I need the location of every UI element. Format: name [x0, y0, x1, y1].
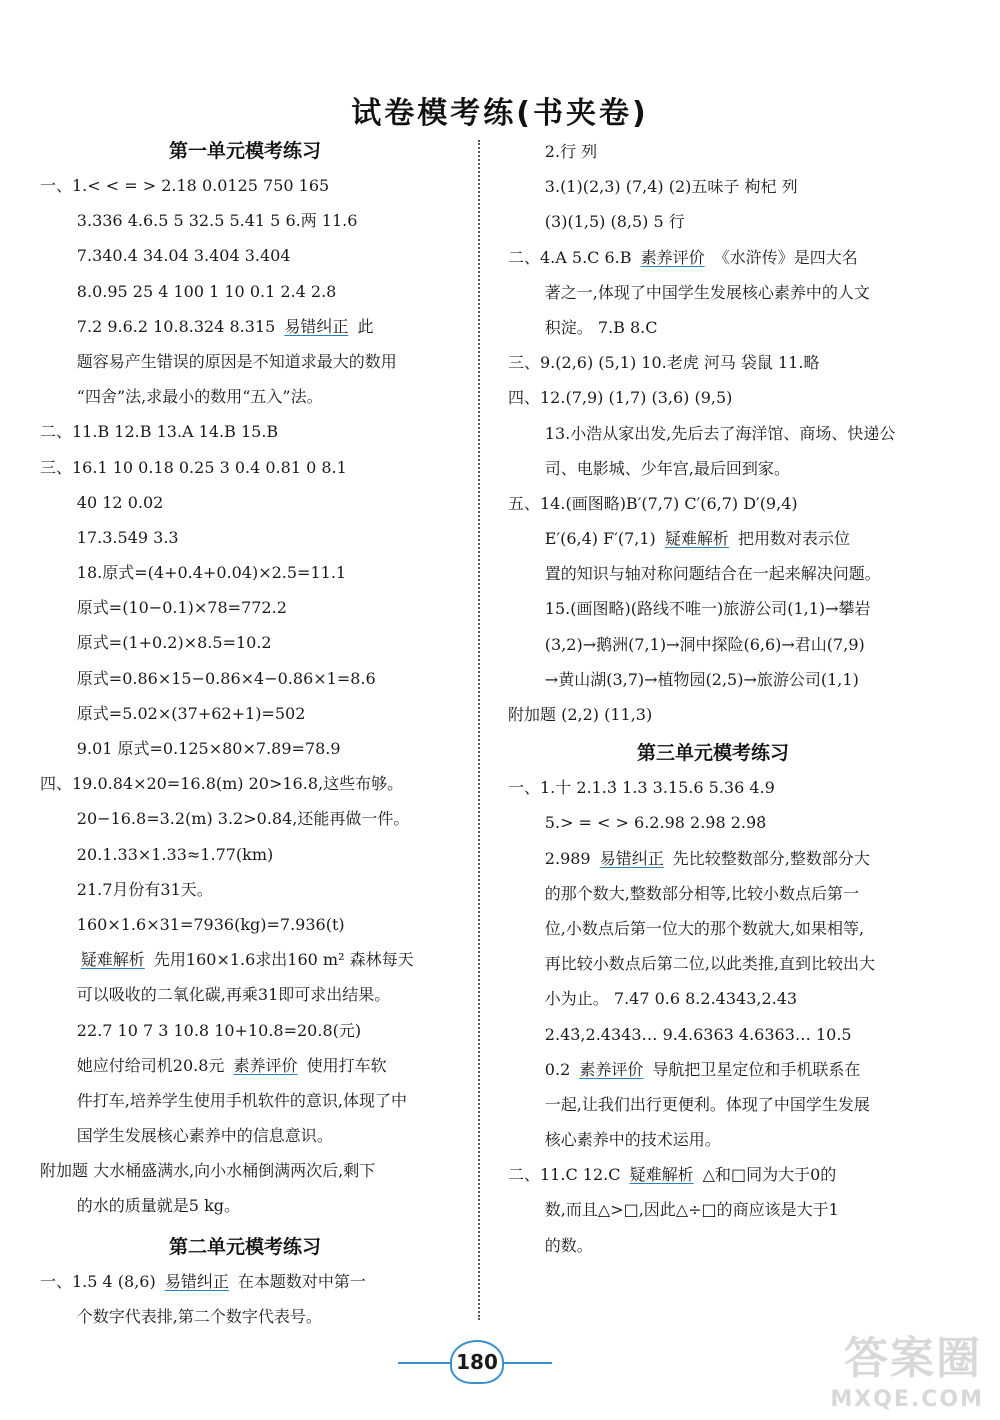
left-column	[40, 134, 450, 1334]
answer-text: 20−16.8=3.2(m) 3.2>0.84,还能再做一件。	[76, 809, 410, 829]
note-tag: 素养评价	[579, 1059, 644, 1079]
watermark-text-top: 答案圈	[844, 1333, 982, 1384]
answer-text: 小为止。 7.47 0.6 8.2.4343,2.43	[544, 989, 798, 1009]
answer-text: E′(6,4) F′(7,1)	[544, 529, 661, 549]
note-tag: 易错纠正	[284, 316, 349, 336]
answer-line	[508, 1087, 918, 1122]
watermark-logo	[826, 1322, 986, 1412]
answer-line	[508, 134, 918, 169]
answer-line	[40, 414, 450, 449]
answer-line	[508, 876, 918, 911]
answer-text: 核心素养中的技术运用。	[544, 1130, 721, 1150]
answer-text: △和□同为大于0的	[697, 1165, 837, 1185]
footer-rule-left	[398, 1362, 450, 1364]
answer-text: 原式=(10−0.1)×78=772.2	[76, 598, 287, 618]
answer-line	[40, 168, 450, 203]
answer-text: 她应付给司机20.8元	[76, 1055, 230, 1075]
unit2-title: 第二单元模考练习	[168, 1235, 321, 1258]
answer-line	[508, 1192, 918, 1227]
answer-text: 3.336 4.6.5 5 32.5 5.41 5 6.两 11.6	[76, 211, 358, 231]
note-tag: 疑难解析	[629, 1165, 694, 1185]
answer-text: 18.原式=(4+0.4+0.04)×2.5=11.1	[76, 563, 347, 583]
answer-line	[508, 204, 918, 239]
unit2-answers-right	[508, 134, 918, 732]
answer-line	[40, 344, 450, 379]
answer-line	[40, 661, 450, 696]
answer-text: 原式=0.86×15−0.86×4−0.86×1=8.6	[76, 668, 376, 688]
answer-line	[40, 907, 450, 942]
answer-text: 2.43̇,2.4343… 9.4.6363 4.6363… 10.5	[544, 1024, 852, 1044]
note-tag: 易错纠正	[599, 848, 664, 868]
answer-text: 7.2 9.6.2 10.8.324 8.315	[76, 316, 281, 336]
answer-text: 一起,让我们出行更便利。体现了中国学生发展	[544, 1094, 870, 1114]
answer-text: 著之一,体现了中国学生发展核心素养中的人文	[544, 282, 870, 302]
answer-line	[508, 1017, 918, 1052]
answer-line	[40, 203, 450, 238]
answer-text: 21.7月份有31天。	[76, 879, 213, 899]
answer-line	[508, 310, 918, 345]
unit1-answers	[40, 168, 450, 1224]
answer-line	[508, 556, 918, 591]
answer-line	[40, 872, 450, 907]
answer-text: 个数字代表排,第二个数字代表号。	[76, 1306, 322, 1326]
answer-text: 一、1.十 2.1.3̇ 1.3 3.15.6 5.36 4.9	[508, 778, 775, 798]
answer-line	[508, 521, 918, 556]
answer-text: 0.2	[544, 1059, 576, 1079]
answer-text: 原式=5.02×(37+62+1)=502	[76, 703, 306, 723]
answer-text: 二、11.B 12.B 13.A 14.B 15.B	[40, 422, 279, 442]
answer-line	[40, 837, 450, 872]
answer-line	[40, 977, 450, 1012]
answer-text: 司、电影城、少年宫,最后回到家。	[544, 458, 790, 478]
answer-text: (3,2)→鹅洲(7,1)→洞中探险(6,6)→君山(7,9)	[544, 634, 865, 654]
page-title: 试卷模考练(书夹卷)	[351, 96, 649, 131]
answer-text: 把用数对表示位	[732, 529, 850, 549]
answer-text: 二、11.C 12.C	[508, 1165, 626, 1185]
answer-text: 使用打车软	[301, 1055, 387, 1075]
answer-text: 一、1.5 4 (8,6)	[40, 1271, 161, 1291]
answer-text: 2.行 列	[544, 142, 598, 161]
answer-text: 7.340.4 34.04 3.404 3.404	[76, 246, 291, 266]
answer-text: 件打车,培养学生使用手机软件的意识,体现了中	[76, 1090, 407, 1110]
answer-text: 此	[352, 316, 374, 336]
answer-line	[40, 450, 450, 485]
answer-line	[508, 946, 918, 981]
note-tag: 易错纠正	[164, 1271, 229, 1291]
answer-text: “四舍”法,求最小的数用“五入”法。	[76, 387, 323, 407]
note-tag: 疑难解析	[664, 529, 729, 549]
answer-line	[508, 911, 918, 946]
answer-text: 附加题 (2,2) (11,3)	[508, 705, 653, 724]
answer-text: 13.小浩从家出发,先后去了海洋馆、商场、快递公	[544, 423, 896, 443]
answer-text: 再比较小数点后第二位,以此类推,直到比较出大	[544, 954, 875, 974]
answer-text: 5.> = < > 6.2.98 2.9̇8 2.9̇8̇	[544, 813, 767, 833]
note-tag: 疑难解析	[80, 950, 145, 970]
answer-text: 积淀。 7.B 8.C	[544, 317, 658, 337]
watermark-text-bottom: MXQE.COM	[830, 1387, 984, 1412]
answer-line	[508, 627, 918, 662]
answer-line	[508, 841, 918, 876]
answer-line	[508, 486, 918, 521]
answer-text: 数,而且△>□,因此△÷□的商应该是大于1	[544, 1200, 839, 1220]
answer-line	[508, 240, 918, 275]
answer-text: 9.01 原式=0.125×80×7.89=78.9	[76, 739, 341, 758]
note-tag: 素养评价	[640, 247, 705, 267]
answer-text: 17.3.549 3.3	[76, 527, 179, 547]
answer-line	[508, 1228, 918, 1263]
page-number: 180	[450, 1340, 504, 1384]
answer-line	[40, 942, 450, 977]
answer-line	[40, 485, 450, 520]
answer-line	[40, 625, 450, 660]
column-divider	[478, 140, 480, 1320]
answer-line	[508, 770, 918, 805]
answer-text: 8.0.95 25 4 100 1 10 0.1 2.4 2.8	[76, 281, 337, 301]
answer-text: 先用160×1.6求出160 m² 森林每天	[148, 950, 414, 970]
answer-text: 国学生发展核心素养中的信息意识。	[76, 1126, 333, 1146]
answer-text: 三、9.(2,6) (5,1) 10.老虎 河马 袋鼠 11.略	[508, 353, 820, 373]
answer-text: 四、19.0.84×20=16.8(m) 20>16.8,这些布够。	[40, 774, 404, 794]
answer-text: 40 12 0.02	[76, 492, 164, 512]
answer-line	[508, 981, 918, 1016]
answer-line	[40, 520, 450, 555]
answer-line	[508, 451, 918, 486]
answer-line	[508, 169, 918, 204]
answer-line	[40, 238, 450, 273]
answer-line	[40, 555, 450, 590]
unit1-title: 第一单元模考练习	[168, 140, 321, 162]
answer-text: 一、1.< < = > 2.18 0.0125 750 165	[40, 176, 330, 195]
answer-line	[40, 696, 450, 731]
answer-line	[40, 1118, 450, 1153]
answer-text: 位,小数点后第一位大的那个数就大,如果相等,	[544, 918, 865, 938]
answer-text: 20.1.33×1.33≈1.77(km)	[76, 844, 274, 864]
answer-line	[40, 274, 450, 309]
answer-text: 可以吸收的二氧化碳,再乘31即可求出结果。	[76, 985, 391, 1005]
answer-line	[40, 1188, 450, 1223]
answer-line	[508, 416, 918, 451]
answer-text: 的数。	[544, 1235, 593, 1255]
answer-text: 导航把卫星定位和手机联系在	[647, 1059, 861, 1079]
answer-text: 题容易产生错误的原因是不知道求最大的数用	[76, 351, 397, 371]
answer-line	[40, 801, 450, 836]
answer-line	[508, 805, 918, 840]
answer-text: 2.989	[544, 848, 596, 868]
answer-line	[508, 380, 918, 415]
answer-text: 三、16.1 10 0.18 0.25 3 0.4 0.81 0 8.1	[40, 457, 347, 477]
answer-line	[40, 1264, 450, 1299]
answer-line	[40, 766, 450, 801]
answer-line	[40, 590, 450, 625]
answer-line	[508, 662, 918, 697]
answer-line	[40, 379, 450, 414]
unit3-title: 第三单元模考练习	[636, 742, 789, 765]
right-column	[508, 134, 918, 1263]
answer-text: 置的知识与轴对称问题结合在一起来解决问题。	[544, 564, 881, 584]
answer-text: 原式=(1+0.2)×8.5=10.2	[76, 633, 272, 653]
answer-text: 五、14.(画图略)B′(7,7) C′(6,7) D′(9,4)	[508, 493, 798, 513]
unit3-answers	[508, 770, 918, 1263]
answer-line	[40, 1153, 450, 1188]
answer-text: 160×1.6×31=7936(kg)=7.936(t)	[76, 914, 345, 934]
answer-text: 先比较整数部分,整数部分大	[667, 848, 870, 868]
answer-text: 的水的质量就是5 kg。	[76, 1196, 241, 1216]
answer-line	[40, 1013, 450, 1048]
answer-text: (3)(1,5) (8,5) 5 行	[544, 212, 685, 232]
answer-text: 15.(画图略)(路线不唯一)旅游公司(1,1)→攀岩	[544, 599, 871, 619]
answer-line	[40, 309, 450, 344]
answer-line	[40, 1083, 450, 1118]
answer-text: 3.(1)(2,3) (7,4) (2)五味子 枸杞 列	[544, 177, 798, 197]
answer-text: 附加题 大水桶盛满水,向小水桶倒满两次后,剩下	[40, 1161, 376, 1181]
answer-line	[508, 1122, 918, 1157]
answer-text: →黄山湖(3,7)→植物园(2,5)→旅游公司(1,1)	[544, 669, 859, 689]
answer-text: 《水浒传》是四大名	[708, 247, 858, 267]
note-tag: 素养评价	[233, 1055, 298, 1075]
answer-line	[508, 697, 918, 732]
answer-line	[508, 591, 918, 626]
answer-line	[40, 731, 450, 766]
answer-text: 四、12.(7,9) (1,7) (3,6) (9,5)	[508, 388, 733, 408]
footer-rule-right	[500, 1362, 552, 1364]
answer-line	[508, 1052, 918, 1087]
answer-text: 22.7 10 7 3 10.8 10+10.8=20.8(元)	[76, 1020, 362, 1040]
answer-line	[508, 1157, 918, 1192]
answer-text: 的那个数大,整数部分相等,比较小数点后第一	[544, 883, 859, 903]
answer-line	[40, 1048, 450, 1083]
answer-text: 二、4.A 5.C 6.B	[508, 247, 637, 267]
answer-line	[508, 275, 918, 310]
answer-line	[508, 345, 918, 380]
answer-text: 在本题数对中第一	[232, 1271, 366, 1291]
